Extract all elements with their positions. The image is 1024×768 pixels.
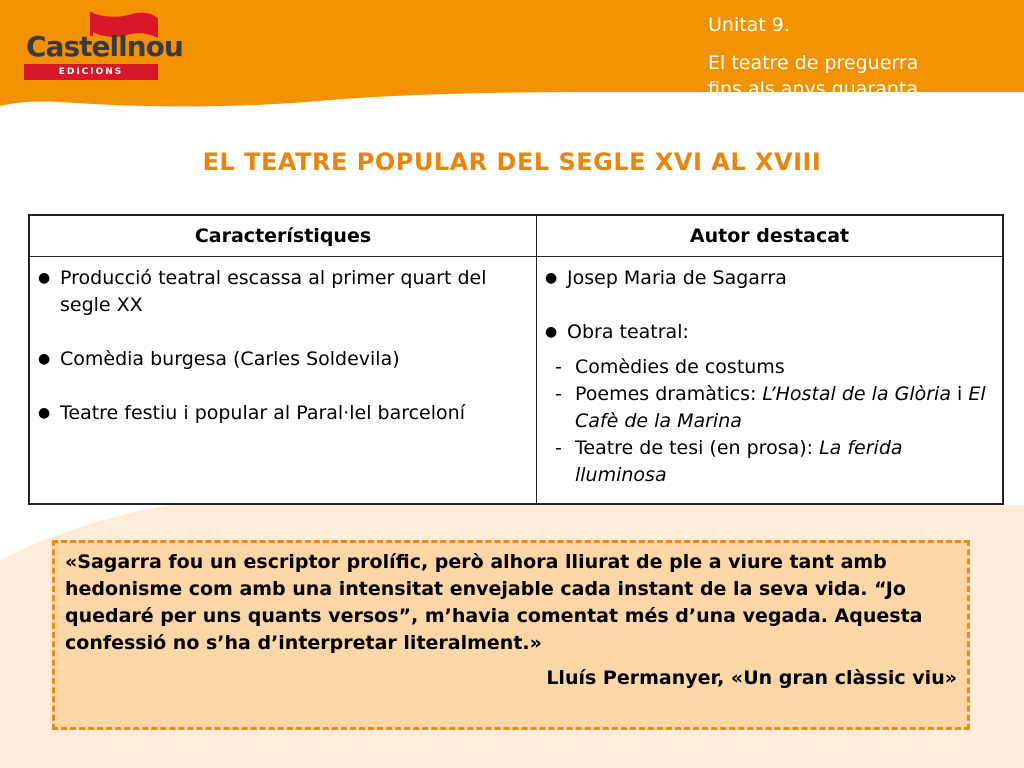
- list-item: [38, 346, 526, 373]
- unit-label: Unitat 9.: [708, 14, 790, 36]
- work-item: - Comèdies de costums: [545, 354, 992, 381]
- bullet-icon: ●: [38, 351, 51, 367]
- logo-subtitle: EDICIONS: [24, 64, 158, 80]
- bullet-icon: ●: [38, 405, 51, 421]
- works-label: Obra teatral:: [567, 321, 689, 343]
- quote-text: «Sagarra fou un escriptor prolífic, però alhora lliurat de ple a viure tant amb hedonisme com amb una intensitat envejable cada instant de la seva vida. “Jo quedaré per uns quants versos”, m’havia comentat més d’una vegada. Aquesta confessió no s’ha d’interpretar literalment.»: [65, 551, 923, 654]
- work-title: L’Hostal de la Glòria: [762, 383, 951, 405]
- characteristics-cell: [29, 257, 537, 505]
- bullet-icon: ●: [545, 324, 558, 340]
- list-item: [38, 265, 526, 319]
- work-item: - Poemes dramàtics: L’Hostal de la Glòria i El Cafè de la Marina: [555, 383, 986, 432]
- unit-header: [708, 12, 918, 102]
- list-item-text: Producció teatral escassa al primer quart del segle XX: [60, 267, 487, 316]
- work-item: - Teatre de tesi (en prosa): La ferida lluminosa: [555, 437, 903, 486]
- list-item-text: Comèdia burgesa (Carles Soldevila): [60, 348, 400, 370]
- work-text: Comèdies de costums: [575, 356, 785, 378]
- author-cell: [537, 257, 1004, 505]
- logo-name: Castellnou: [26, 30, 183, 63]
- info-table: [28, 214, 1004, 505]
- author-name: Josep Maria de Sagarra: [567, 267, 787, 289]
- bullet-icon: ●: [38, 270, 51, 286]
- header-characteristics: Característiques: [29, 215, 537, 257]
- table-row: [29, 257, 1003, 505]
- header-author: Autor destacat: [537, 215, 1004, 257]
- page-title: EL TEATRE POPULAR DEL SEGLE XVI AL XVIII: [202, 148, 822, 176]
- work-title: La ferida lluminosa: [575, 437, 903, 486]
- list-item-text: Teatre festiu i popular al Paral·lel barceloní: [60, 402, 465, 424]
- quote-box: [52, 540, 970, 730]
- table-header-row: [29, 215, 1003, 257]
- work-text: Poemes dramàtics:: [575, 383, 763, 405]
- bullet-icon: ●: [545, 270, 558, 286]
- quote-source: Lluís Permanyer, «Un gran clàssic viu»: [546, 667, 957, 689]
- work-text: Teatre de tesi (en prosa):: [575, 437, 820, 459]
- list-item: [545, 319, 992, 346]
- castellnou-logo: [22, 8, 183, 78]
- work-title: El Cafè de la Marina: [575, 383, 986, 432]
- unit-subtitle-line2: fins als anys quaranta: [708, 78, 919, 100]
- list-item: [545, 265, 992, 292]
- list-item: [38, 400, 526, 427]
- unit-subtitle-line1: El teatre de preguerra: [708, 52, 919, 74]
